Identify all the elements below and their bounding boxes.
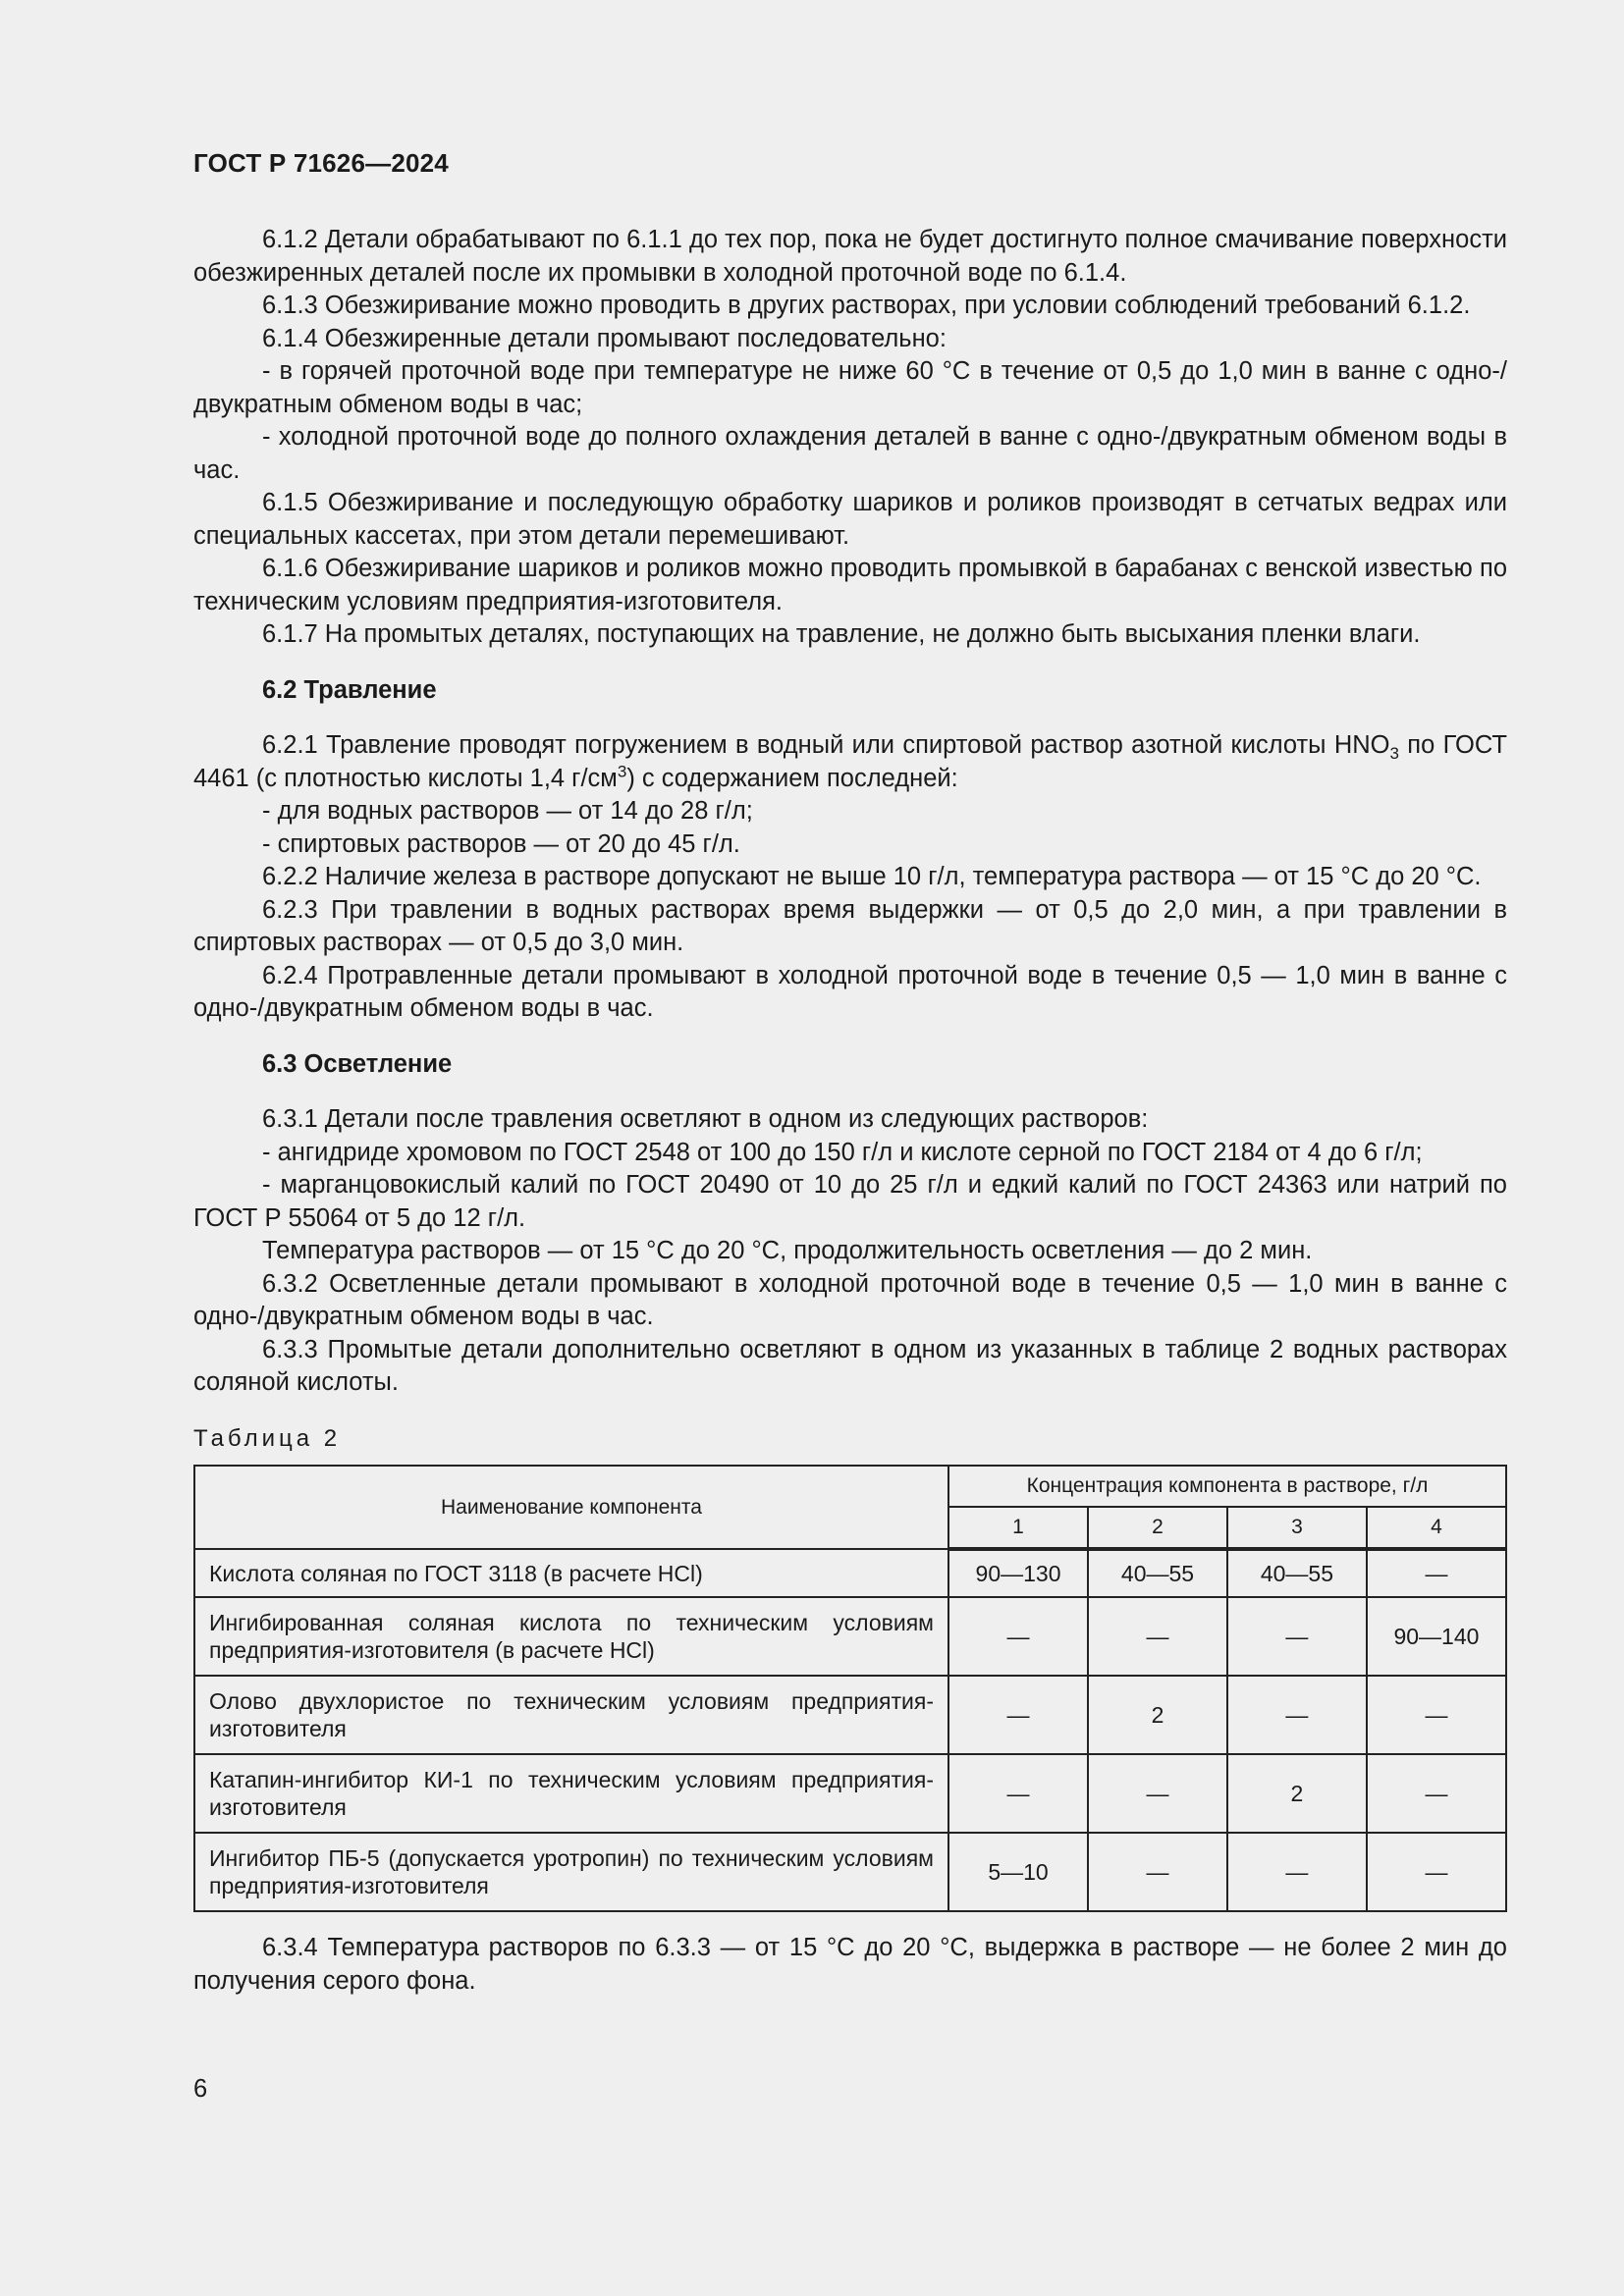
page-number: 6 (193, 2075, 208, 2103)
row-value: 90—130 (948, 1549, 1088, 1597)
row-value: — (948, 1597, 1088, 1676)
row-value: — (948, 1754, 1088, 1833)
row-value: — (1227, 1676, 1367, 1754)
paragraph-6-1-4: 6.1.4 Обезжиренные детали промывают последовательно: (262, 324, 947, 352)
components-table (193, 1465, 1507, 1912)
paragraph-6-2-1-text-3: ) с содержанием последней: (626, 764, 958, 792)
row-value: 5—10 (948, 1833, 1088, 1911)
row-name: Олово двухлористое по техническим условиям предприятия-изготовителя (194, 1676, 948, 1754)
section-heading-6-2: 6.2 Травление (262, 675, 437, 704)
hno3-subscript: 3 (1389, 744, 1399, 764)
row-value: — (1367, 1676, 1506, 1754)
header-component-name: Наименование компонента (194, 1466, 948, 1549)
table-caption: Таблица 2 (193, 1424, 342, 1452)
paragraph-6-2-1-text: 6.2.1 Травление проводят погружением в водный или спиртовой раствор азотной кислоты HNO (262, 731, 1390, 759)
paragraph-6-1-6: 6.1.6 Обезжиривание шариков и роликов можно проводить промывкой в барабанах с венской известью по техническим условиям предприятия-изготовителя. (193, 555, 1507, 615)
list-item-water-solutions: - для водных растворов — от 14 до 28 г/л; (262, 797, 753, 825)
table-row (194, 1754, 1506, 1833)
row-value: — (948, 1676, 1088, 1754)
list-item-permanganate: - марганцовокислый калий по ГОСТ 20490 от 10 до 25 г/л и едкий калий по ГОСТ 24363 или натрий по ГОСТ Р 55064 от 5 до 12 г/л. (193, 1171, 1507, 1232)
row-value: 90—140 (1367, 1597, 1506, 1676)
paragraph-6-3-3: 6.3.3 Промытые детали дополнительно осветляют в одном из указанных в таблице 2 водных растворах соляной кислоты. (193, 1335, 1507, 1396)
list-item-chromic: - ангидриде хромовом по ГОСТ 2548 от 100 до 150 г/л и кислоте серной по ГОСТ 2184 от 4 до 6 г/л; (262, 1138, 1423, 1166)
header-col-1: 1 (948, 1507, 1088, 1549)
table-row (194, 1549, 1506, 1597)
paragraph-6-2-1-text-2: по ГОСТ 4461 (с плотностью кислоты 1,4 г/см (193, 731, 1507, 792)
table-row (194, 1833, 1506, 1911)
paragraph-temperature: Температура растворов — от 15 °С до 20 °С, продолжительность осветления — до 2 мин. (262, 1237, 1313, 1264)
table-header-row (194, 1466, 1506, 1507)
paragraph-6-2-3: 6.2.3 При травлении в водных растворах время выдержки — от 0,5 до 2,0 мин, а при травлении в спиртовых растворах — от 0,5 до 3,0 мин. (193, 895, 1507, 956)
section-heading-6-3: 6.3 Осветление (262, 1049, 453, 1078)
document-header: ГОСТ Р 71626—2024 (193, 148, 449, 178)
list-item-cold-water: - холодной проточной воде до полного охлаждения деталей в ванне с одно-/двукратным обменом воды в час. (193, 423, 1507, 484)
header-col-3: 3 (1227, 1507, 1367, 1549)
paragraph-6-3-2: 6.3.2 Осветленные детали промывают в холодной проточной воде в течение 0,5 — 1,0 мин в ванне с одно-/двукратным обменом воды в час. (193, 1269, 1507, 1330)
row-value: — (1088, 1754, 1227, 1833)
list-item-alcohol-solutions: - спиртовых растворов — от 20 до 45 г/л. (262, 829, 740, 858)
row-value: 40—55 (1227, 1549, 1367, 1597)
cm3-superscript: 3 (617, 762, 627, 780)
paragraph-6-2-2: 6.2.2 Наличие железа в растворе допускают не выше 10 г/л, температура раствора — от 15 °С до 20 °С. (262, 863, 1482, 890)
row-value: 2 (1088, 1676, 1227, 1754)
row-value: — (1367, 1833, 1506, 1911)
header-col-2: 2 (1088, 1507, 1227, 1549)
table-row (194, 1597, 1506, 1676)
paragraph-6-2-4: 6.2.4 Протравленные детали промывают в холодной проточной воде в течение 0,5 — 1,0 мин в ванне с одно-/двукратным обменом воды в час. (193, 961, 1507, 1022)
row-value: — (1088, 1597, 1227, 1676)
document-body (193, 224, 1507, 1998)
row-name: Катапин-ингибитор КИ-1 по техническим условиям предприятия-изготовителя (194, 1754, 948, 1833)
row-value: 2 (1227, 1754, 1367, 1833)
paragraph-6-3-4: 6.3.4 Температура растворов по 6.3.3 — от 15 °С до 20 °С, выдержка в растворе — не более 2 мин до получения серого фона. (193, 1934, 1507, 1995)
paragraph-6-1-3: 6.1.3 Обезжиривание можно проводить в других растворах, при условии соблюдений требований 6.1.2. (262, 292, 1471, 319)
paragraph-6-1-7: 6.1.7 На промытых деталях, поступающих на травление, не должно быть высыхания пленки влаги. (262, 620, 1421, 648)
row-value: 40—55 (1088, 1549, 1227, 1597)
row-name: Ингибитор ПБ-5 (допускается уротропин) по техническим условиям предприятия-изготовителя (194, 1833, 948, 1911)
row-name: Кислота соляная по ГОСТ 3118 (в расчете HCl) (194, 1549, 948, 1597)
paragraph-6-1-2: 6.1.2 Детали обрабатывают по 6.1.1 до тех пор, пока не будет достигнуто полное смачивание поверхности обезжиренных деталей после их промывки в холодной проточной воде по 6.1.4. (193, 226, 1507, 287)
list-item-hot-water: - в горячей проточной воде при температуре не ниже 60 °С в течение от 0,5 до 1,0 мин в ванне с одно-/двукратным обменом воды в час; (193, 357, 1507, 418)
row-value: — (1088, 1833, 1227, 1911)
row-value: — (1367, 1549, 1506, 1597)
paragraph-6-3-1: 6.3.1 Детали после травления осветляют в одном из следующих растворов: (262, 1105, 1149, 1133)
row-value: — (1227, 1597, 1367, 1676)
paragraph-6-2-1 (193, 729, 1507, 795)
table-row (194, 1676, 1506, 1754)
header-col-4: 4 (1367, 1507, 1506, 1549)
header-concentration: Концентрация компонента в растворе, г/л (948, 1466, 1506, 1507)
row-name: Ингибированная соляная кислота по техническим условиям предприятия-изготовителя (в расчете HCl) (194, 1597, 948, 1676)
row-value: — (1367, 1754, 1506, 1833)
paragraph-6-1-5: 6.1.5 Обезжиривание и последующую обработку шариков и роликов производят в сетчатых ведрах или специальных кассетах, при этом детали перемешивают. (193, 489, 1507, 550)
row-value: — (1227, 1833, 1367, 1911)
